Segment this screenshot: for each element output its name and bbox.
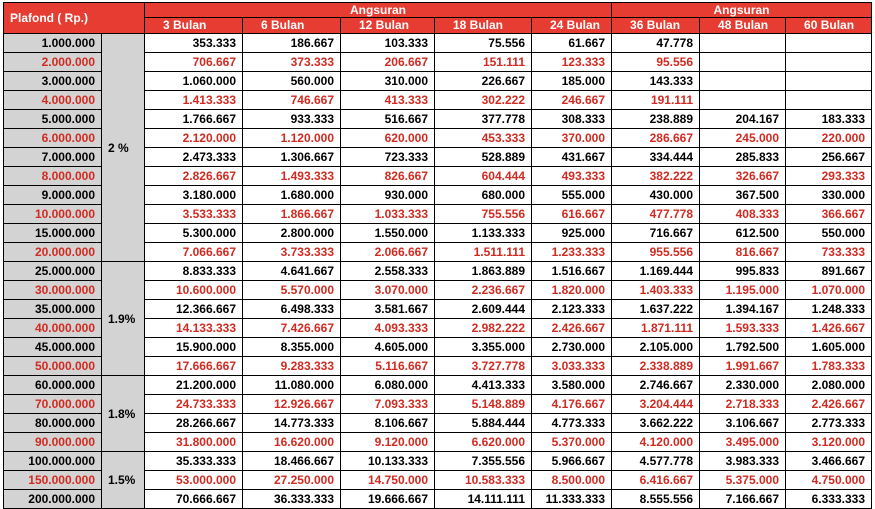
installment-cell: 5.570.000 bbox=[243, 281, 341, 300]
table-row bbox=[4, 262, 872, 281]
installment-cell: 53.000.000 bbox=[145, 471, 243, 490]
plafond-cell: 35.000.000 bbox=[4, 300, 102, 319]
installment-cell: 1.820.000 bbox=[532, 281, 612, 300]
installment-cell: 17.666.667 bbox=[145, 357, 243, 376]
installment-cell: 1.991.667 bbox=[700, 357, 786, 376]
installment-cell: 1.593.333 bbox=[700, 319, 786, 338]
installment-cell: 516.667 bbox=[341, 110, 435, 129]
installment-cell: 10.583.333 bbox=[435, 471, 532, 490]
plafond-cell: 150.000.000 bbox=[4, 471, 102, 490]
table-row bbox=[4, 452, 872, 471]
installment-cell: 75.556 bbox=[435, 34, 532, 53]
installment-cell: 453.333 bbox=[435, 129, 532, 148]
installment-cell: 3.495.000 bbox=[700, 433, 786, 452]
installment-cell: 14.750.000 bbox=[341, 471, 435, 490]
plafond-cell: 40.000.000 bbox=[4, 319, 102, 338]
interest-rate-cell: 1.9% bbox=[102, 262, 145, 376]
installment-cell: 3.070.000 bbox=[341, 281, 435, 300]
installment-cell: 12.366.667 bbox=[145, 300, 243, 319]
plafond-cell: 15.000.000 bbox=[4, 224, 102, 243]
installment-cell: 716.667 bbox=[612, 224, 700, 243]
installment-cell: 302.222 bbox=[435, 91, 532, 110]
plafond-cell: 50.000.000 bbox=[4, 357, 102, 376]
installment-cell: 2.338.889 bbox=[612, 357, 700, 376]
installment-cell: 4.773.333 bbox=[532, 414, 612, 433]
installment-cell: 6.620.000 bbox=[435, 433, 532, 452]
installment-cell: 373.333 bbox=[243, 53, 341, 72]
plafond-cell: 20.000.000 bbox=[4, 243, 102, 262]
installment-cell: 256.667 bbox=[786, 148, 872, 167]
installment-cell: 8.500.000 bbox=[532, 471, 612, 490]
installment-cell: 19.666.667 bbox=[341, 490, 435, 509]
installment-cell: 1.516.667 bbox=[532, 262, 612, 281]
installment-cell: 746.667 bbox=[243, 91, 341, 110]
installment-cell: 1.233.333 bbox=[532, 243, 612, 262]
plafond-cell: 25.000.000 bbox=[4, 262, 102, 281]
installment-cell: 12.926.667 bbox=[243, 395, 341, 414]
installment-cell: 10.600.000 bbox=[145, 281, 243, 300]
installment-cell: 2.773.333 bbox=[786, 414, 872, 433]
installment-cell: 2.426.667 bbox=[532, 319, 612, 338]
installment-cell: 367.500 bbox=[700, 186, 786, 205]
plafond-header: Plafond ( Rp.) bbox=[4, 3, 145, 34]
installment-cell: 191.111 bbox=[612, 91, 700, 110]
installment-cell bbox=[786, 72, 872, 91]
installment-cell: 5.300.000 bbox=[145, 224, 243, 243]
installment-cell: 2.746.667 bbox=[612, 376, 700, 395]
installment-cell: 226.667 bbox=[435, 72, 532, 91]
tenor-header: 18 Bulan bbox=[435, 18, 532, 34]
installment-cell: 5.116.667 bbox=[341, 357, 435, 376]
plafond-cell: 6.000.000 bbox=[4, 129, 102, 148]
installment-cell: 477.778 bbox=[612, 205, 700, 224]
installment-cell: 377.778 bbox=[435, 110, 532, 129]
installment-cell: 28.266.667 bbox=[145, 414, 243, 433]
table-body bbox=[4, 34, 872, 509]
installment-cell: 2.105.000 bbox=[612, 338, 700, 357]
installment-cell: 925.000 bbox=[532, 224, 612, 243]
installment-cell: 370.000 bbox=[532, 129, 612, 148]
installment-cell bbox=[786, 53, 872, 72]
installment-cell: 7.066.667 bbox=[145, 243, 243, 262]
installment-cell: 816.667 bbox=[700, 243, 786, 262]
installment-cell: 5.884.444 bbox=[435, 414, 532, 433]
tenor-header: 6 Bulan bbox=[243, 18, 341, 34]
installment-cell: 3.983.333 bbox=[700, 452, 786, 471]
installment-cell: 891.667 bbox=[786, 262, 872, 281]
installment-cell: 430.000 bbox=[612, 186, 700, 205]
installment-cell: 933.333 bbox=[243, 110, 341, 129]
installment-cell: 5.966.667 bbox=[532, 452, 612, 471]
plafond-cell: 45.000.000 bbox=[4, 338, 102, 357]
installment-cell: 555.000 bbox=[532, 186, 612, 205]
installment-cell: 1.863.889 bbox=[435, 262, 532, 281]
installment-cell: 7.355.556 bbox=[435, 452, 532, 471]
installment-cell: 1.133.333 bbox=[435, 224, 532, 243]
installment-cell: 955.556 bbox=[612, 243, 700, 262]
plafond-cell: 90.000.000 bbox=[4, 433, 102, 452]
installment-cell: 2.066.667 bbox=[341, 243, 435, 262]
installment-cell: 612.500 bbox=[700, 224, 786, 243]
installment-cell: 18.466.667 bbox=[243, 452, 341, 471]
installment-cell: 3.033.333 bbox=[532, 357, 612, 376]
installment-cell: 8.833.333 bbox=[145, 262, 243, 281]
installment-cell: 2.330.000 bbox=[700, 376, 786, 395]
plafond-cell: 200.000.000 bbox=[4, 490, 102, 509]
installment-cell: 995.833 bbox=[700, 262, 786, 281]
installment-cell: 1.550.000 bbox=[341, 224, 435, 243]
installment-cell: 1.394.167 bbox=[700, 300, 786, 319]
installment-cell: 8.106.667 bbox=[341, 414, 435, 433]
installment-cell: 2.236.667 bbox=[435, 281, 532, 300]
tenor-header: 36 Bulan bbox=[612, 18, 700, 34]
installment-cell: 24.733.333 bbox=[145, 395, 243, 414]
installment-cell: 103.333 bbox=[341, 34, 435, 53]
installment-cell bbox=[700, 91, 786, 110]
installment-cell: 1.306.667 bbox=[243, 148, 341, 167]
installment-cell: 143.333 bbox=[612, 72, 700, 91]
installment-cell: 528.889 bbox=[435, 148, 532, 167]
installment-cell: 206.667 bbox=[341, 53, 435, 72]
installment-cell: 5.370.000 bbox=[532, 433, 612, 452]
installment-cell: 3.533.333 bbox=[145, 205, 243, 224]
installment-cell: 330.000 bbox=[786, 186, 872, 205]
installment-cell: 11.333.333 bbox=[532, 490, 612, 509]
installment-cell: 2.609.444 bbox=[435, 300, 532, 319]
installment-cell: 204.167 bbox=[700, 110, 786, 129]
installment-cell: 6.333.333 bbox=[786, 490, 872, 509]
installment-cell: 1.426.667 bbox=[786, 319, 872, 338]
installment-cell: 723.333 bbox=[341, 148, 435, 167]
installment-cell: 11.080.000 bbox=[243, 376, 341, 395]
installment-cell: 220.000 bbox=[786, 129, 872, 148]
installment-cell: 2.730.000 bbox=[532, 338, 612, 357]
installment-cell: 3.662.222 bbox=[612, 414, 700, 433]
installment-cell: 4.750.000 bbox=[786, 471, 872, 490]
installment-cell: 4.577.778 bbox=[612, 452, 700, 471]
installment-cell: 1.493.333 bbox=[243, 167, 341, 186]
installment-cell bbox=[786, 34, 872, 53]
installment-cell: 3.466.667 bbox=[786, 452, 872, 471]
plafond-cell: 9.000.000 bbox=[4, 186, 102, 205]
installment-cell: 408.333 bbox=[700, 205, 786, 224]
installment-cell: 382.222 bbox=[612, 167, 700, 186]
installment-cell: 27.250.000 bbox=[243, 471, 341, 490]
installment-cell: 2.473.333 bbox=[145, 148, 243, 167]
installment-cell: 4.641.667 bbox=[243, 262, 341, 281]
installment-cell: 2.426.667 bbox=[786, 395, 872, 414]
installment-cell: 3.180.000 bbox=[145, 186, 243, 205]
installment-cell: 4.120.000 bbox=[612, 433, 700, 452]
installment-cell: 4.605.000 bbox=[341, 338, 435, 357]
tenor-header: 60 Bulan bbox=[786, 18, 872, 34]
interest-rate-cell: 1.5% bbox=[102, 452, 145, 509]
installment-cell: 285.833 bbox=[700, 148, 786, 167]
installment-cell: 3.355.000 bbox=[435, 338, 532, 357]
plafond-cell: 100.000.000 bbox=[4, 452, 102, 471]
installment-cell: 9.120.000 bbox=[341, 433, 435, 452]
installment-cell: 6.080.000 bbox=[341, 376, 435, 395]
installment-cell: 2.800.000 bbox=[243, 224, 341, 243]
installment-cell: 7.166.667 bbox=[700, 490, 786, 509]
installment-cell: 2.982.222 bbox=[435, 319, 532, 338]
plafond-cell: 5.000.000 bbox=[4, 110, 102, 129]
installment-cell: 15.900.000 bbox=[145, 338, 243, 357]
table-row bbox=[4, 376, 872, 395]
plafond-cell: 10.000.000 bbox=[4, 205, 102, 224]
plafond-cell: 30.000.000 bbox=[4, 281, 102, 300]
installment-cell: 4.413.333 bbox=[435, 376, 532, 395]
installment-cell: 7.093.333 bbox=[341, 395, 435, 414]
installment-cell: 1.866.667 bbox=[243, 205, 341, 224]
installment-cell: 2.558.333 bbox=[341, 262, 435, 281]
installment-cell: 1.403.333 bbox=[612, 281, 700, 300]
plafond-cell: 60.000.000 bbox=[4, 376, 102, 395]
installment-cell: 123.333 bbox=[532, 53, 612, 72]
installment-cell: 35.333.333 bbox=[145, 452, 243, 471]
installment-cell: 70.666.667 bbox=[145, 490, 243, 509]
installment-cell: 5.148.889 bbox=[435, 395, 532, 414]
installment-cell bbox=[700, 53, 786, 72]
installment-cell: 14.133.333 bbox=[145, 319, 243, 338]
installment-cell: 1.033.333 bbox=[341, 205, 435, 224]
installment-cell: 1.195.000 bbox=[700, 281, 786, 300]
installment-cell: 9.283.333 bbox=[243, 357, 341, 376]
installment-cell: 680.000 bbox=[435, 186, 532, 205]
installment-cell: 185.000 bbox=[532, 72, 612, 91]
tenor-header: 3 Bulan bbox=[145, 18, 243, 34]
installment-cell: 1.060.000 bbox=[145, 72, 243, 91]
installment-cell: 16.620.000 bbox=[243, 433, 341, 452]
installment-cell: 10.133.333 bbox=[341, 452, 435, 471]
angsuran-group-header-2: Angsuran bbox=[612, 3, 872, 18]
installment-cell: 36.333.333 bbox=[243, 490, 341, 509]
plafond-cell: 70.000.000 bbox=[4, 395, 102, 414]
installment-cell: 1.511.111 bbox=[435, 243, 532, 262]
installment-cell: 616.667 bbox=[532, 205, 612, 224]
installment-cell: 1.871.111 bbox=[612, 319, 700, 338]
installment-cell: 413.333 bbox=[341, 91, 435, 110]
installment-cell: 2.080.000 bbox=[786, 376, 872, 395]
installment-cell: 286.667 bbox=[612, 129, 700, 148]
installment-cell: 6.416.667 bbox=[612, 471, 700, 490]
installment-cell: 1.637.222 bbox=[612, 300, 700, 319]
installment-cell: 2.123.333 bbox=[532, 300, 612, 319]
installment-cell: 1.766.667 bbox=[145, 110, 243, 129]
installment-cell: 308.333 bbox=[532, 110, 612, 129]
loan-installment-table-wrapper bbox=[3, 2, 871, 506]
installment-cell: 431.667 bbox=[532, 148, 612, 167]
installment-cell: 245.000 bbox=[700, 129, 786, 148]
installment-cell: 560.000 bbox=[243, 72, 341, 91]
installment-cell: 1.248.333 bbox=[786, 300, 872, 319]
installment-cell: 1.169.444 bbox=[612, 262, 700, 281]
installment-cell: 5.375.000 bbox=[700, 471, 786, 490]
plafond-cell: 3.000.000 bbox=[4, 72, 102, 91]
installment-cell: 620.000 bbox=[341, 129, 435, 148]
interest-rate-cell: 2 % bbox=[102, 34, 145, 262]
installment-cell: 61.667 bbox=[532, 34, 612, 53]
plafond-cell: 2.000.000 bbox=[4, 53, 102, 72]
installment-cell: 6.498.333 bbox=[243, 300, 341, 319]
installment-cell: 326.667 bbox=[700, 167, 786, 186]
installment-cell: 1.792.500 bbox=[700, 338, 786, 357]
installment-cell: 238.889 bbox=[612, 110, 700, 129]
installment-cell: 1.783.333 bbox=[786, 357, 872, 376]
installment-cell: 151.111 bbox=[435, 53, 532, 72]
installment-cell: 1.120.000 bbox=[243, 129, 341, 148]
installment-cell: 14.773.333 bbox=[243, 414, 341, 433]
installment-cell: 3.580.000 bbox=[532, 376, 612, 395]
installment-cell: 95.556 bbox=[612, 53, 700, 72]
installment-cell: 2.120.000 bbox=[145, 129, 243, 148]
installment-cell: 293.333 bbox=[786, 167, 872, 186]
installment-cell: 930.000 bbox=[341, 186, 435, 205]
angsuran-group-header-1: Angsuran bbox=[145, 3, 612, 18]
installment-cell: 4.093.333 bbox=[341, 319, 435, 338]
installment-cell: 3.120.000 bbox=[786, 433, 872, 452]
installment-table bbox=[3, 2, 872, 509]
installment-cell: 21.200.000 bbox=[145, 376, 243, 395]
installment-cell: 3.204.444 bbox=[612, 395, 700, 414]
installment-cell: 2.718.333 bbox=[700, 395, 786, 414]
installment-cell: 186.667 bbox=[243, 34, 341, 53]
installment-cell: 310.000 bbox=[341, 72, 435, 91]
table-row bbox=[4, 34, 872, 53]
installment-cell: 246.667 bbox=[532, 91, 612, 110]
installment-cell: 1.413.333 bbox=[145, 91, 243, 110]
tenor-header: 24 Bulan bbox=[532, 18, 612, 34]
installment-cell bbox=[700, 34, 786, 53]
installment-cell: 3.727.778 bbox=[435, 357, 532, 376]
installment-cell: 7.426.667 bbox=[243, 319, 341, 338]
plafond-cell: 1.000.000 bbox=[4, 34, 102, 53]
installment-cell: 353.333 bbox=[145, 34, 243, 53]
interest-rate-cell: 1.8% bbox=[102, 376, 145, 452]
installment-cell: 1.070.000 bbox=[786, 281, 872, 300]
installment-cell: 334.444 bbox=[612, 148, 700, 167]
installment-cell: 755.556 bbox=[435, 205, 532, 224]
installment-cell: 366.667 bbox=[786, 205, 872, 224]
installment-cell: 706.667 bbox=[145, 53, 243, 72]
plafond-cell: 80.000.000 bbox=[4, 414, 102, 433]
tenor-header: 12 Bulan bbox=[341, 18, 435, 34]
installment-cell: 3.106.667 bbox=[700, 414, 786, 433]
installment-cell: 31.800.000 bbox=[145, 433, 243, 452]
installment-cell: 1.680.000 bbox=[243, 186, 341, 205]
installment-cell: 4.176.667 bbox=[532, 395, 612, 414]
installment-cell: 14.111.111 bbox=[435, 490, 532, 509]
installment-cell: 826.667 bbox=[341, 167, 435, 186]
installment-cell: 2.826.667 bbox=[145, 167, 243, 186]
installment-cell: 733.333 bbox=[786, 243, 872, 262]
installment-cell: 183.333 bbox=[786, 110, 872, 129]
installment-cell: 47.778 bbox=[612, 34, 700, 53]
installment-cell: 8.555.556 bbox=[612, 490, 700, 509]
installment-cell: 3.581.667 bbox=[341, 300, 435, 319]
plafond-cell: 7.000.000 bbox=[4, 148, 102, 167]
installment-cell: 1.605.000 bbox=[786, 338, 872, 357]
installment-cell: 493.333 bbox=[532, 167, 612, 186]
tenor-header: 48 Bulan bbox=[700, 18, 786, 34]
plafond-cell: 4.000.000 bbox=[4, 91, 102, 110]
installment-cell bbox=[700, 72, 786, 91]
installment-cell: 550.000 bbox=[786, 224, 872, 243]
installment-cell: 8.355.000 bbox=[243, 338, 341, 357]
header-row-groups bbox=[4, 3, 872, 18]
installment-cell bbox=[786, 91, 872, 110]
installment-cell: 604.444 bbox=[435, 167, 532, 186]
plafond-cell: 8.000.000 bbox=[4, 167, 102, 186]
installment-cell: 3.733.333 bbox=[243, 243, 341, 262]
